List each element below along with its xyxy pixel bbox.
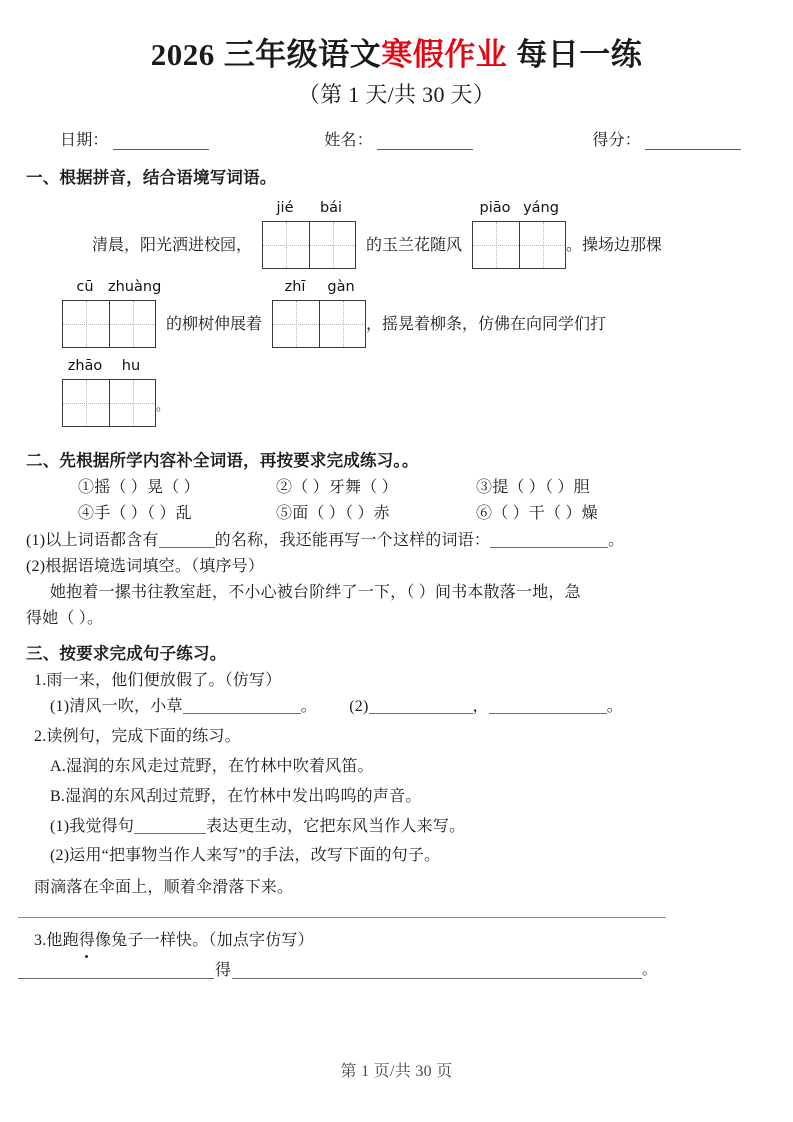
date-field[interactable] [60, 127, 209, 150]
score-blank[interactable] [645, 134, 741, 150]
pinyin-word-cu-zhuang [62, 277, 166, 348]
s1-l3-text-after: 。 [156, 398, 170, 414]
pinyin-syllable: zhāo [67, 357, 103, 374]
s3-i3-stem-b: 像兔子一样快。（加点字仿写） [95, 932, 314, 950]
title-black-after: 每日一练 [516, 37, 643, 72]
section-2-q2-text-a[interactable]: 她抱着一摞书往教室赶，不小心被台阶绊了一下，（ ）间书本散落一地，急 [50, 584, 581, 602]
pinyin-syllable: bái [319, 200, 343, 217]
s3-i2-sub1-blank[interactable] [134, 819, 206, 834]
s3-i3-period: 。 [642, 962, 658, 979]
tianzige-box[interactable] [62, 379, 156, 427]
idiom-row-1 [0, 475, 793, 501]
s1-text-after: 。操场边那棵 [566, 237, 663, 255]
tianzige-box[interactable] [472, 221, 566, 269]
idiom-item[interactable]: ③提（ ）（ ）胆 [476, 478, 590, 496]
s3-item-2-stem: 2.读例句，完成下面的练习。 [34, 727, 241, 745]
s3-item-3-stem [0, 928, 793, 954]
date-blank[interactable] [113, 134, 209, 150]
s3-i3-de-char: 得 [215, 962, 232, 980]
s3-i1-sub1-period: 。 [300, 697, 317, 715]
s3-i1-sub1-text: (1)清风一吹，小草 [50, 697, 183, 715]
title-black-before: 三年级语文 [223, 37, 382, 72]
pinyin-syllable: zhī [284, 279, 306, 296]
s3-i3-stem-a: 3.他跑 [34, 932, 79, 950]
s2-q1-text-a: (1)以上词语都含有 [26, 532, 159, 550]
section-1-line-2 [0, 277, 793, 348]
pinyin-zhao-hu [62, 356, 156, 378]
pinyin-word-zhao-hu [62, 356, 156, 427]
pinyin-syllable: piāo [479, 200, 511, 217]
pinyin-cu-zhuang [62, 277, 162, 299]
s3-item-1-stem: 1.雨一来，他们便放假了。（仿写） [34, 672, 282, 690]
name-label: 姓名： [324, 132, 373, 150]
s3-i1-sub1-blank[interactable] [183, 699, 301, 714]
title-year: 2026 [150, 37, 215, 72]
pinyin-word-zhi-gan [262, 277, 366, 348]
s3-i1-sub2-blank-1[interactable] [369, 699, 473, 714]
score-label: 得分： [592, 132, 641, 150]
section-3-heading: 三、按要求完成句子练习。 [26, 644, 227, 664]
pinyin-jie-bai [262, 198, 356, 220]
idiom-item[interactable]: ⑥（ ）干（ ）燥 [476, 504, 598, 522]
pinyin-zhi-gan [272, 277, 366, 299]
page-title [0, 36, 793, 75]
tianzige-box[interactable] [272, 300, 366, 348]
info-row [0, 127, 793, 150]
pinyin-syllable: jié [276, 200, 294, 217]
idiom-item[interactable]: ④手（ ）（ ）乱 [78, 504, 192, 522]
idiom-row-2 [0, 501, 793, 527]
s3-i3-blank-1[interactable] [18, 961, 214, 979]
section-2-q2-text-b[interactable]: 得她（ ）。 [26, 610, 104, 628]
pinyin-piao-yang [472, 198, 566, 220]
tianzige-box[interactable] [262, 221, 356, 269]
s1-l2-text-mid: 的柳树伸展着 [166, 315, 263, 333]
score-field[interactable] [592, 127, 741, 150]
s3-i1-sub2-label: (2) [349, 697, 369, 715]
s3-item-2-option-b: B.湿润的东风刮过荒野，在竹林中发出呜呜的声音。 [50, 787, 422, 805]
s3-i1-sub2-period: 。 [606, 697, 623, 715]
pinyin-syllable: hu [121, 357, 141, 374]
idiom-item[interactable]: ①摇（ ）晃（ ） [78, 478, 200, 496]
s1-text-before: 清晨，阳光洒进校园， [92, 237, 253, 255]
name-blank[interactable] [377, 134, 473, 150]
s3-i1-sub2-comma: ， [472, 697, 489, 715]
s3-item-2-sub-1 [0, 814, 793, 840]
pinyin-syllable: gàn [327, 279, 355, 296]
s3-i1-sub2-blank-2[interactable] [489, 699, 607, 714]
pinyin-word-piao-yang [462, 198, 566, 269]
s2-q1-text-b: 的名称，我还能再写一个这样的词语： [214, 532, 491, 550]
s1-l2-text-after: ，摇晃着柳条，仿佛在向同学们打 [366, 315, 607, 333]
s3-item-2-option-a: A.湿润的东风走过荒野，在竹林中吹着风笛。 [50, 757, 374, 775]
pinyin-syllable: cū [76, 279, 94, 296]
pinyin-syllable: zhuàng [108, 279, 162, 296]
section-2-heading: 二、先根据所学内容补全词语，再按要求完成练习。。 [26, 450, 419, 470]
page-footer: 第 1 页/共 30 页 [340, 1063, 453, 1080]
s3-i2-sub1-text-a: (1)我觉得句 [50, 817, 135, 835]
section-1-line-1 [0, 198, 793, 269]
emphasis-dot-char: 得 [79, 928, 95, 954]
pinyin-syllable: yáng [523, 200, 559, 217]
idiom-item[interactable]: ②（ ）牙舞（ ） [276, 478, 398, 496]
s2-q1-blank-2[interactable] [490, 533, 608, 548]
idiom-item[interactable]: ⑤面（ ）（ ）赤 [276, 504, 390, 522]
s3-item-2-sub-2: (2)运用“把事物当作人来写”的手法，改写下面的句子。 [50, 847, 441, 865]
s3-item-2-answer-rule[interactable] [18, 917, 666, 918]
tianzige-box[interactable] [62, 300, 156, 348]
date-label: 日期： [60, 132, 109, 150]
s3-item-2-sentence: 雨滴落在伞面上，顺着伞滑落下来。 [34, 879, 294, 897]
s3-item-1-subs [0, 694, 793, 720]
s3-i3-blank-2[interactable] [232, 961, 642, 979]
s3-item-3-answer-line [18, 958, 793, 979]
s1-text-mid: 的玉兰花随风 [366, 237, 463, 255]
pinyin-word-jie-bai [252, 198, 366, 269]
page-subtitle: （第 1 天/共 30 天） [297, 81, 496, 107]
s3-i2-sub1-text-b: 表达更生动，它把东风当作人来写。 [206, 817, 466, 835]
section-2-question-2: (2)根据语境选词填空。（填序号） [26, 558, 265, 576]
name-field[interactable] [324, 127, 473, 150]
s2-q1-text-c: 。 [608, 532, 625, 550]
section-1-heading: 一、根据拼音，结合语境写词语。 [26, 168, 277, 188]
s2-q1-blank-1[interactable] [159, 533, 215, 548]
section-1-line-3 [0, 356, 793, 427]
section-2-question-1 [0, 528, 793, 554]
title-red: 寒假作业 [381, 37, 508, 72]
